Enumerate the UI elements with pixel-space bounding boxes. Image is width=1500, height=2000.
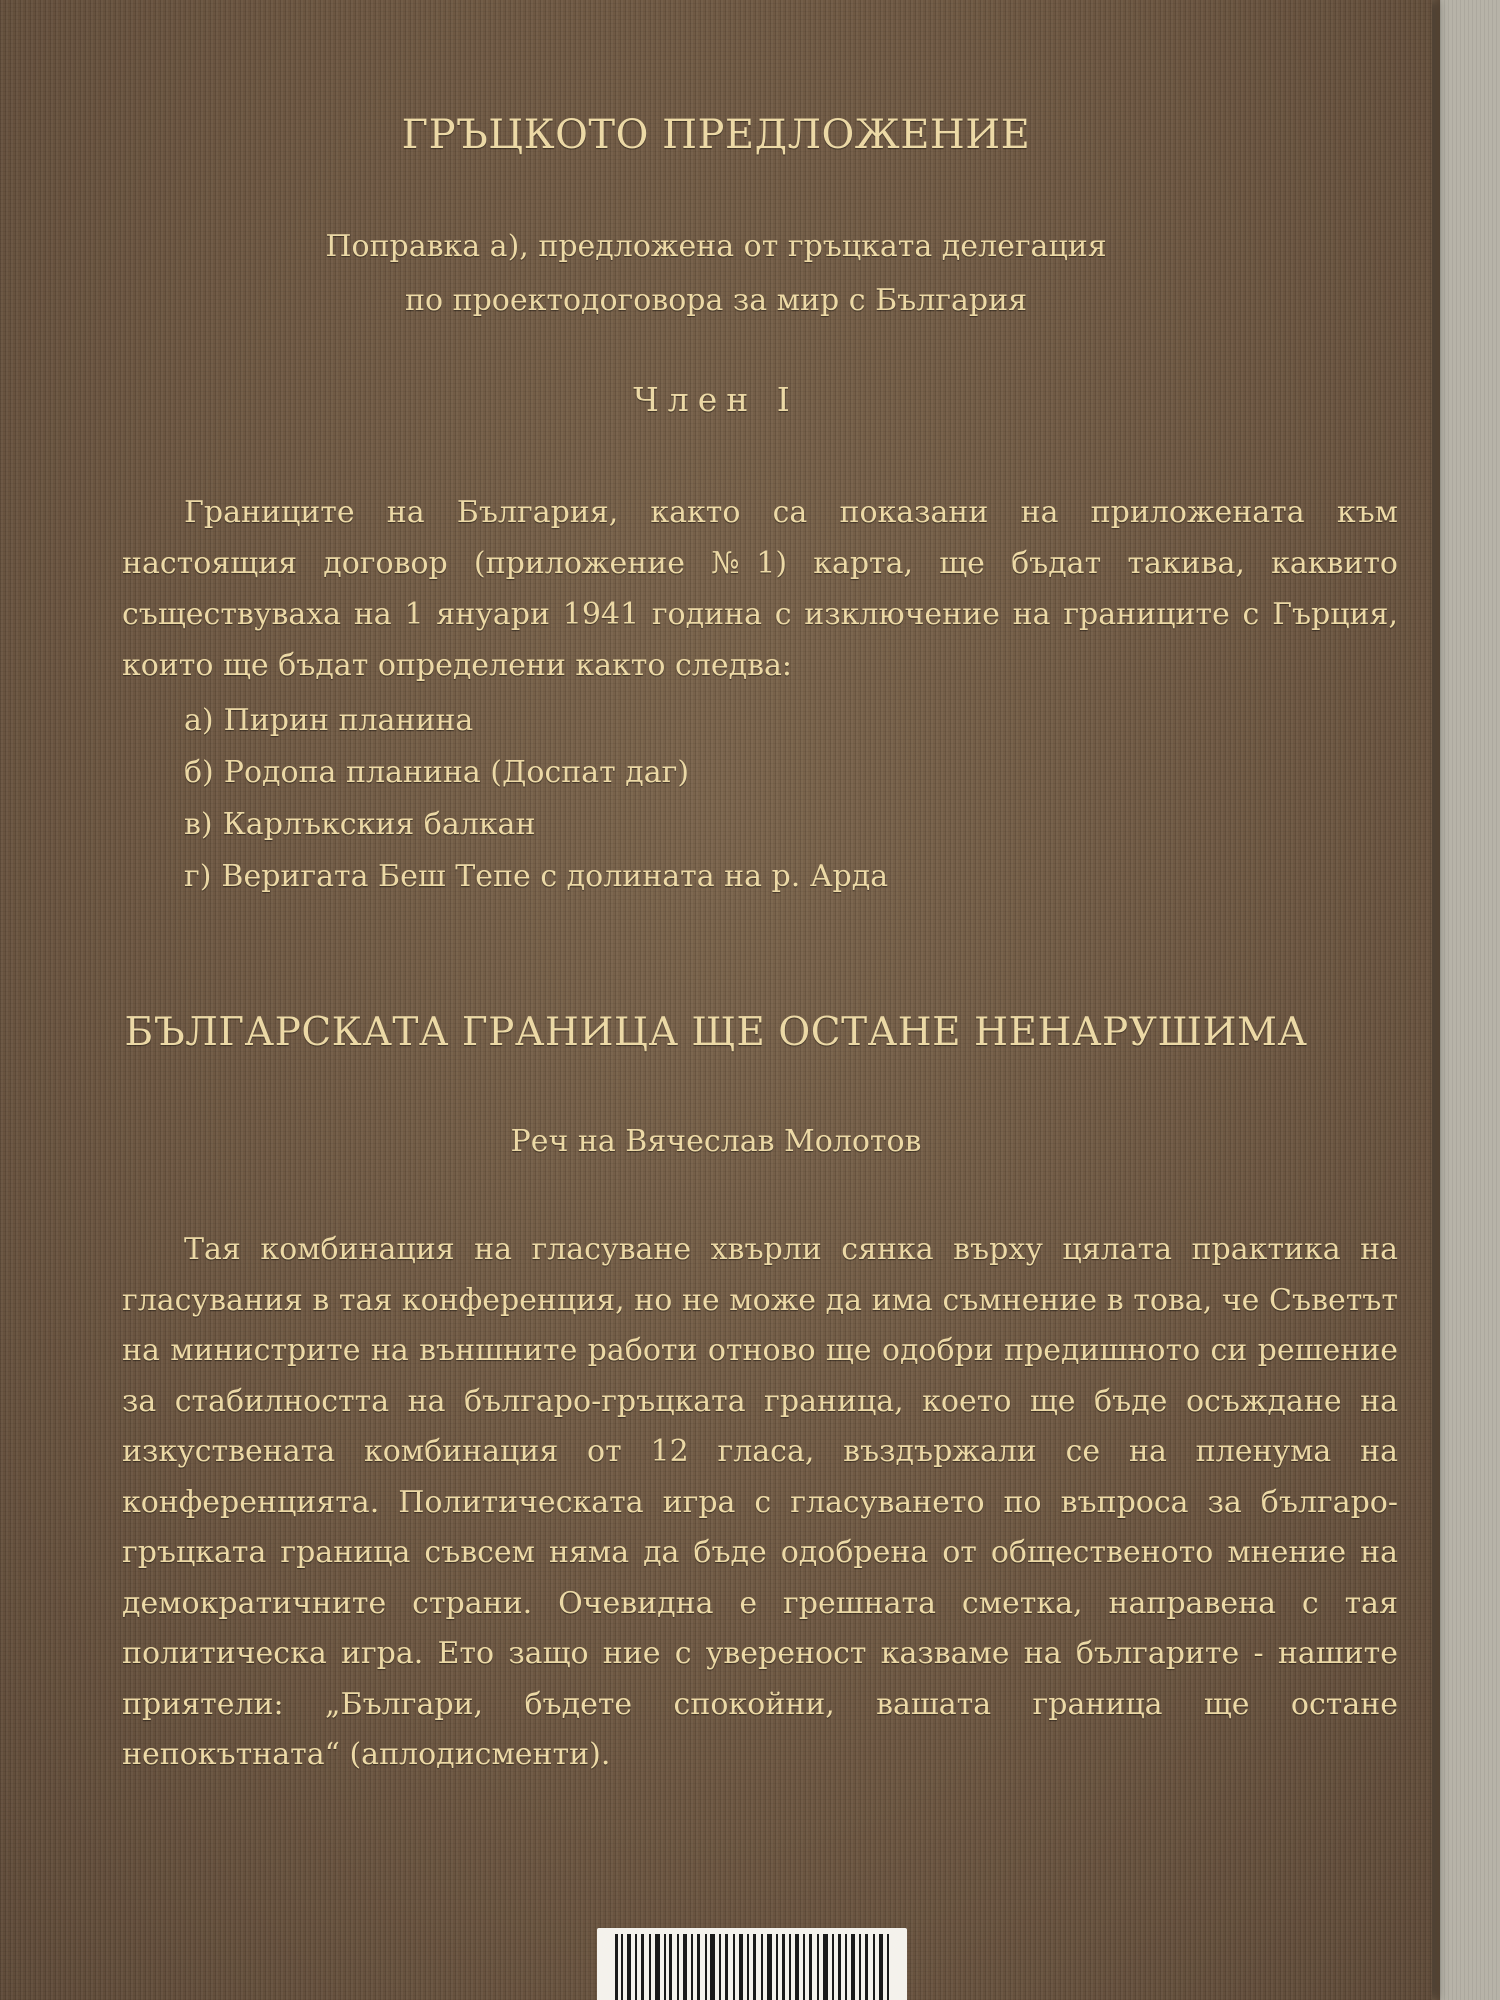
greek-proposal-title: ГРЪЦКОТО ПРЕДЛОЖЕНИЕ bbox=[401, 112, 1031, 158]
page-block-edge bbox=[1440, 0, 1500, 2000]
greek-proposal-paragraph: Границите на България, както са показани на приложената към настоящия договор (приложение №1) карта, ще бъдат такива, каквито съществуваха на 1 януари 1941 година с изключение на границите с Гърция, които ще бъдат определени както следва: bbox=[122, 495, 1398, 683]
list-item-text: Родопа планина (Доспат даг) bbox=[223, 755, 690, 790]
list-item bbox=[184, 851, 1334, 903]
list-item-marker: в) bbox=[184, 807, 213, 842]
greek-proposal-subtitle-line2: по проектодоговора за мир с България bbox=[404, 283, 1028, 318]
list-item-text: Веригата Беш Тепе с долината на р. Арда bbox=[221, 859, 889, 894]
list-item-text: Карлъкския балкан bbox=[222, 807, 536, 842]
border-sections-list bbox=[184, 695, 1334, 903]
list-item-text: Пирин планина bbox=[223, 703, 474, 738]
list-item-marker: б) bbox=[184, 755, 214, 790]
list-item bbox=[184, 799, 1334, 851]
article-label: Член I bbox=[633, 380, 799, 419]
list-item bbox=[184, 695, 1334, 747]
speech-title: БЪЛГАРСКАТА ГРАНИЦА ЩЕ ОСТАНЕ НЕНАРУШИМА bbox=[124, 1010, 1308, 1055]
barcode-bars bbox=[597, 1928, 907, 2000]
speech-subtitle: Реч на Вячеслав Молотов bbox=[510, 1124, 922, 1159]
greek-proposal-subtitle-line1: Поправка а), предложена от гръцката делегация bbox=[325, 229, 1107, 264]
barcode bbox=[597, 1928, 907, 2000]
speech-paragraph: Тая комбинация на гласуване хвърли сянка върху цялата практика на гласувания в тая конференция, но не може да има съмнение в това, че Съветът на министрите на външните работи отново ще одобри предишното си решение за стабилността на българо-гръцката граница, което ще бъде осъждане на изкуствената комбинация от 12 гласа, въздържали се на пленума на конференцията. Политическата игра с гласуването по въпроса за българо-гръцката граница съвсем няма да бъде одобрена от общественото мнение на демократичните страни. Очевидна е грешната сметка, направена с тая политическа игра. Ето защо ние с увереност казваме на българите - нашите приятели: „Българи, бъдете спокойни, вашата граница ще остане непокътната“ (аплодисменти). bbox=[122, 1232, 1398, 1772]
list-item-marker: а) bbox=[184, 703, 214, 738]
greek-proposal-subtitle bbox=[0, 220, 1432, 328]
list-item-marker: г) bbox=[184, 859, 212, 894]
list-item bbox=[184, 747, 1334, 799]
